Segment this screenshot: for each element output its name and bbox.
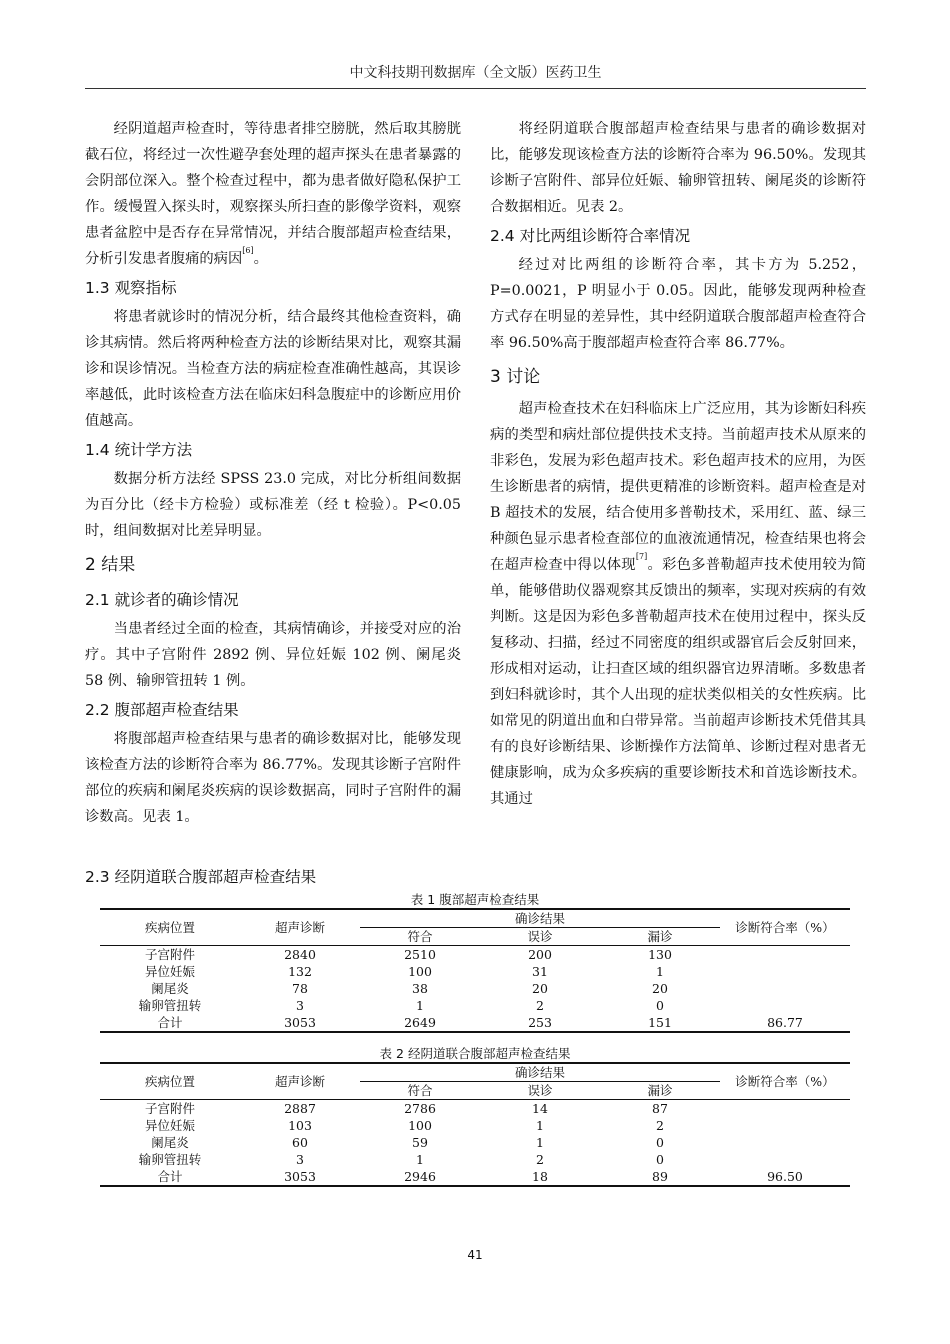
table-cell: 2 <box>656 1118 664 1133</box>
col-header-confirmed: 确诊结果 <box>360 1063 720 1082</box>
table-cell: 3 <box>296 998 304 1013</box>
table-row <box>100 980 850 997</box>
table1 <box>100 908 850 1033</box>
table-cell <box>720 1100 850 1118</box>
col-header-rate: 诊断符合率（%） <box>720 909 850 946</box>
col-header-ultrasound: 超声诊断 <box>240 1063 360 1100</box>
table-cell: 132 <box>288 964 312 979</box>
table-cell: 2510 <box>404 947 436 962</box>
table-cell: 1 <box>416 1152 424 1167</box>
section-heading: 1.3 观察指标 <box>85 279 177 297</box>
table-cell: 100 <box>408 964 432 979</box>
section-heading: 3 讨论 <box>490 367 541 387</box>
table-cell: 253 <box>480 1014 600 1032</box>
paragraph: 将经阴道联合腹部超声检查结果与患者的确诊数据对比，能够发现该检查方法的诊断符合率为 96.50%。发现其诊断子宫附件、部异位妊娠、输卵管扭转、阑尾炎的诊断符合数据相近。见表 2。 <box>490 121 866 215</box>
col-header-match: 符合 <box>360 928 480 946</box>
table-cell: 20 <box>652 981 668 996</box>
table-row <box>100 1151 850 1168</box>
table2-title: 表 2 经阴道联合腹部超声检查结果 <box>379 1046 571 1061</box>
table-row <box>100 1168 850 1186</box>
table-cell: 1 <box>536 1118 544 1133</box>
paragraph: 数据分析方法经 SPSS 23.0 完成，对比分析组间数据为百分比（经卡方检验）或标准差（经 t 检验）。P<0.05 时，组间数据对比差异明显。 <box>85 471 461 539</box>
table-cell: 输卵管扭转 <box>138 998 202 1013</box>
table-cell: 2786 <box>404 1101 436 1116</box>
table-cell: 异位妊娠 <box>144 1118 195 1133</box>
table-cell: 2 <box>536 1152 544 1167</box>
paragraph: 超声检查技术在妇科临床上广泛应用，其为诊断妇科疾病的类型和病灶部位提供技术支持。当前超声技术从原来的非彩色，发展为彩色超声技术。彩色超声技术的应用，为医生诊断患者的病情，提供更精准的诊断资料。超声检查是对 B 超技术的发展，结合使用多普勒技术，采用红、蓝、绿三种颜色显示患者检查部位的血液流通情况，检查结果也将会在超声检查中得以体现[7]。彩色多普勒超声技术使用较为简单，能够借助仪器观察其反馈出的频率，实现对疾病的有效判断。这是因为彩色多普勒超声技术在使用过程中，探头反复移动、扫描，经过不同密度的组织或器官后会反射回来，形成相对运动，让扫查区域的组织器官边界清晰。多数患者到妇科就诊时，其个人出现的症状类似相关的女性疾病。比如常见的阴道出血和白带异常。当前超声诊断技术凭借其具有的良好诊断结果、诊断操作方法简单、诊断过程对患者无健康影响，成为众多疾病的重要诊断技术和首选诊断技术。其通过 <box>490 401 867 807</box>
table-cell: 86.77 <box>720 1014 850 1032</box>
table-cell: 2887 <box>284 1101 316 1116</box>
section-heading: 2.1 就诊者的确诊情况 <box>85 591 239 609</box>
section-heading: 2.3 经阴道联合腹部超声检查结果 <box>85 868 317 886</box>
table-cell: 阑尾炎 <box>151 981 189 996</box>
table-cell: 0 <box>656 998 664 1013</box>
table-cell <box>720 980 850 997</box>
journal-header: 中文科技期刊数据库（全文版）医药卫生 <box>349 65 602 81</box>
col-header-position: 疾病位置 <box>100 1063 240 1100</box>
table-cell: 0 <box>656 1152 664 1167</box>
table-cell: 2 <box>536 998 544 1013</box>
table-cell: 3053 <box>240 1168 360 1186</box>
table-cell: 阑尾炎 <box>151 1135 189 1150</box>
table-cell: 89 <box>600 1168 720 1186</box>
table-cell: 1 <box>656 964 664 979</box>
table-cell <box>720 946 850 964</box>
col-header-ultrasound: 超声诊断 <box>240 909 360 946</box>
table-cell: 0 <box>656 1135 664 1150</box>
header-rule <box>85 88 866 89</box>
left-column <box>85 116 461 830</box>
table-cell: 130 <box>648 947 672 962</box>
citation-ref[interactable]: [7] <box>635 552 648 561</box>
table-cell: 60 <box>292 1135 308 1150</box>
table-cell: 14 <box>532 1101 548 1116</box>
page-number: 41 <box>467 1248 483 1262</box>
col-header-confirmed: 确诊结果 <box>360 909 720 928</box>
table-cell: 合计 <box>100 1014 240 1032</box>
table-cell: 输卵管扭转 <box>138 1152 202 1167</box>
col-header-misdiag: 误诊 <box>480 928 600 946</box>
table-row <box>100 963 850 980</box>
table2 <box>100 1062 850 1187</box>
table-cell: 3 <box>296 1152 304 1167</box>
table-row <box>100 1014 850 1032</box>
paragraph: 当患者经过全面的检查，其病情确诊，并接受对应的治疗。其中子宫附件 2892 例、异位妊娠 102 例、阑尾炎 58 例、输卵管扭转 1 例。 <box>85 621 461 689</box>
table-row <box>100 1117 850 1134</box>
table-cell: 3053 <box>240 1014 360 1032</box>
table-cell: 38 <box>412 981 428 996</box>
table-row <box>100 1100 850 1118</box>
table-cell <box>720 1151 850 1168</box>
table-cell: 151 <box>600 1014 720 1032</box>
table-row <box>100 946 850 964</box>
table-row <box>100 997 850 1014</box>
section-heading: 2.4 对比两组诊断符合率情况 <box>490 227 691 245</box>
table-cell: 1 <box>416 998 424 1013</box>
table-cell: 子宫附件 <box>144 1101 195 1116</box>
table-cell: 1 <box>536 1135 544 1150</box>
table-cell: 合计 <box>100 1168 240 1186</box>
section-heading: 1.4 统计学方法 <box>85 441 193 459</box>
col-header-missed: 漏诊 <box>600 928 720 946</box>
right-column <box>490 116 866 812</box>
table-cell: 96.50 <box>720 1168 850 1186</box>
table-cell <box>720 1117 850 1134</box>
table-cell: 78 <box>292 981 308 996</box>
section-heading: 2 结果 <box>85 555 136 575</box>
table-row <box>100 1134 850 1151</box>
col-header-position: 疾病位置 <box>100 909 240 946</box>
table-cell: 18 <box>480 1168 600 1186</box>
table-cell: 87 <box>652 1101 668 1116</box>
table1-title: 表 1 腹部超声检查结果 <box>410 892 540 907</box>
table-cell <box>720 997 850 1014</box>
col-header-misdiag: 误诊 <box>480 1082 600 1100</box>
paragraph: 经阴道超声检查时，等待患者排空膀胱，然后取其膀胱截石位，将经过一次性避孕套处理的超声探头在患者暴露的会阴部位深入。整个检查过程中，都为患者做好隐私保护工作。缓慢置入探头时，观察探头所扫查的影像学资料，观察患者盆腔中是否存在异常情况，并结合腹部超声检查结果，分析引发患者腹痛的病因[6]。 <box>85 121 461 267</box>
paragraph: 将患者就诊时的情况分析，结合最终其他检查资料，确诊其病情。然后将两种检查方法的诊断结果对比，观察其漏诊和误诊情况。当检查方法的病症检查准确性越高，其误诊率越低，此时该检查方法在临床妇科急腹症中的诊断应用价值越高。 <box>85 309 461 429</box>
table-cell <box>720 1134 850 1151</box>
section-heading: 2.2 腹部超声检查结果 <box>85 701 239 719</box>
table-cell: 子宫附件 <box>144 947 195 962</box>
citation-ref[interactable]: [6] <box>242 246 254 255</box>
table-cell: 59 <box>412 1135 428 1150</box>
table-cell: 2946 <box>360 1168 480 1186</box>
paragraph: 将腹部超声检查结果与患者的确诊数据对比，能够发现该检查方法的诊断符合率为 86.77%。发现其诊断子宫附件部位的疾病和阑尾炎疾病的误诊数据高，同时子宫附件的漏诊数高。见表 1。 <box>85 731 461 825</box>
table-cell: 异位妊娠 <box>144 964 195 979</box>
col-header-missed: 漏诊 <box>600 1082 720 1100</box>
table-cell: 200 <box>528 947 552 962</box>
paragraph: 经过对比两组的诊断符合率，其卡方为 5.252，P=0.0021，P 明显小于 0.05。因此，能够发现两种检查方式存在明显的差异性，其中经阴道联合腹部超声检查符合率 96.50%高于腹部超声检查符合率 86.77%。 <box>490 257 866 351</box>
table-cell: 2840 <box>284 947 316 962</box>
col-header-match: 符合 <box>360 1082 480 1100</box>
table-cell: 100 <box>408 1118 432 1133</box>
table-cell: 20 <box>532 981 548 996</box>
table-cell <box>720 963 850 980</box>
col-header-rate: 诊断符合率（%） <box>720 1063 850 1100</box>
table-cell: 31 <box>532 964 548 979</box>
table-cell: 2649 <box>360 1014 480 1032</box>
table-cell: 103 <box>288 1118 312 1133</box>
